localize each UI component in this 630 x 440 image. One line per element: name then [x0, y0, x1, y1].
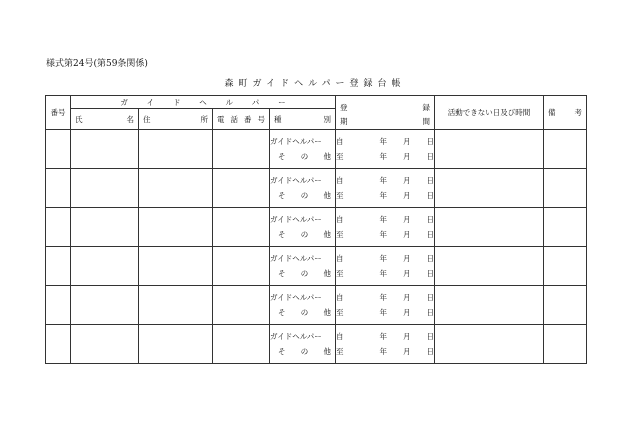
remarks-cell[interactable] [544, 286, 587, 325]
header-address: 住 所 [139, 109, 213, 130]
header-type: 種 別 [270, 109, 336, 130]
header-guide-helper [71, 96, 336, 109]
phone-cell[interactable] [213, 208, 270, 247]
type-cell [270, 169, 336, 208]
number-cell[interactable] [46, 208, 71, 247]
guide-helper-char: ド [172, 97, 181, 107]
address-cell[interactable] [139, 130, 213, 169]
address-cell[interactable] [139, 169, 213, 208]
unavailable-cell[interactable] [435, 169, 544, 208]
header-name: 氏 名 [71, 109, 139, 130]
type-other: そ の 他 [278, 152, 331, 161]
type-guide-helper: ガイドヘルパー [270, 137, 322, 146]
unavailable-cell[interactable] [435, 286, 544, 325]
name-cell[interactable] [71, 169, 139, 208]
guide-helper-char: ヘ [199, 97, 207, 107]
form-reference: 様式第24号(第59条関係) [46, 59, 148, 69]
address-cell[interactable] [139, 286, 213, 325]
table-row [46, 208, 587, 247]
type-other: そ の 他 [278, 308, 331, 317]
type-other: そ の 他 [278, 191, 331, 200]
period-cell[interactable] [336, 130, 435, 169]
number-cell[interactable] [46, 286, 71, 325]
type-cell [270, 325, 336, 364]
name-cell[interactable] [71, 247, 139, 286]
unavailable-cell[interactable] [435, 325, 544, 364]
phone-header-char: 電 [217, 114, 225, 124]
unavailable-cell[interactable] [435, 130, 544, 169]
period-cell[interactable] [336, 169, 435, 208]
address-cell[interactable] [139, 325, 213, 364]
header-phone [213, 109, 270, 130]
name-cell[interactable] [71, 286, 139, 325]
number-cell[interactable] [46, 169, 71, 208]
guide-helper-char: ガ [120, 97, 128, 107]
period-cell[interactable] [336, 286, 435, 325]
phone-cell[interactable] [213, 130, 270, 169]
remarks-cell[interactable] [544, 208, 587, 247]
table-row [46, 130, 587, 169]
phone-header-char: 番 [244, 114, 252, 124]
name-cell[interactable] [71, 325, 139, 364]
address-cell[interactable] [139, 247, 213, 286]
header-number: 番号 [46, 96, 71, 130]
type-guide-helper: ガイドヘルパー [270, 254, 322, 263]
type-cell [270, 247, 336, 286]
unavailable-cell[interactable] [435, 247, 544, 286]
page-title: 森町ガイドヘルパー登録台帳 [224, 79, 406, 89]
phone-header-char: 号 [257, 114, 265, 124]
type-guide-helper: ガイドヘルパー [270, 215, 322, 224]
period-from: 自 年 月 日 [336, 293, 434, 302]
remarks-cell[interactable] [544, 130, 587, 169]
number-cell[interactable] [46, 130, 71, 169]
guide-helper-char: ル [225, 97, 234, 107]
phone-cell[interactable] [213, 169, 270, 208]
name-cell[interactable] [71, 130, 139, 169]
type-cell [270, 130, 336, 169]
type-other: そ の 他 [278, 347, 331, 356]
remarks-cell[interactable] [544, 247, 587, 286]
header-unavailable-times: 活動できない日及び時間 [435, 96, 544, 130]
phone-cell[interactable] [213, 247, 270, 286]
period-to: 至 年 月 日 [336, 230, 434, 239]
number-cell[interactable] [46, 247, 71, 286]
header-registration-period: 登 期 録 間 [336, 96, 435, 130]
phone-cell[interactable] [213, 325, 270, 364]
type-guide-helper: ガイドヘルパー [270, 293, 322, 302]
type-guide-helper: ガイドヘルパー [270, 176, 322, 185]
period-to: 至 年 月 日 [336, 269, 434, 278]
period-from: 自 年 月 日 [336, 176, 434, 185]
remarks-cell[interactable] [544, 169, 587, 208]
type-other: そ の 他 [278, 269, 331, 278]
period-to: 至 年 月 日 [336, 308, 434, 317]
phone-cell[interactable] [213, 286, 270, 325]
type-cell [270, 208, 336, 247]
period-from: 自 年 月 日 [336, 137, 434, 146]
period-cell[interactable] [336, 325, 435, 364]
table-row [46, 247, 587, 286]
name-cell[interactable] [71, 208, 139, 247]
guide-helper-char: ー [278, 97, 286, 107]
period-cell[interactable] [336, 208, 435, 247]
table-row [46, 286, 587, 325]
guide-helper-char: パ [251, 97, 260, 107]
period-to: 至 年 月 日 [336, 152, 434, 161]
period-from: 自 年 月 日 [336, 332, 434, 341]
unavailable-cell[interactable] [435, 208, 544, 247]
period-to: 至 年 月 日 [336, 347, 434, 356]
period-to: 至 年 月 日 [336, 191, 434, 200]
guide-helper-char: イ [146, 97, 155, 107]
header-remarks: 備 考 [544, 96, 587, 130]
table-row [46, 325, 587, 364]
type-guide-helper: ガイドヘルパー [270, 332, 322, 341]
remarks-cell[interactable] [544, 325, 587, 364]
address-cell[interactable] [139, 208, 213, 247]
registration-table [45, 95, 587, 364]
type-cell [270, 286, 336, 325]
number-cell[interactable] [46, 325, 71, 364]
period-cell[interactable] [336, 247, 435, 286]
period-from: 自 年 月 日 [336, 254, 434, 263]
period-from: 自 年 月 日 [336, 215, 434, 224]
table-row [46, 169, 587, 208]
type-other: そ の 他 [278, 230, 331, 239]
phone-header-char: 話 [230, 114, 238, 124]
